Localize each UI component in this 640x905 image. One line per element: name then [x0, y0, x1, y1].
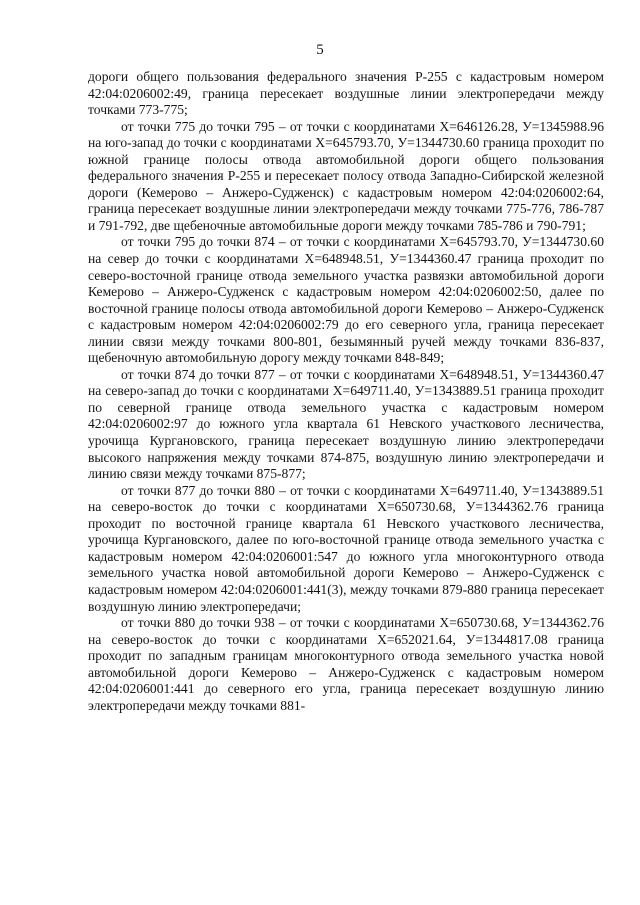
- paragraph-points-775-795: от точки 775 до точки 795 – от точки с координатами Х=646126.28, У=1345988.96 на юго-запад до точки с координатами Х=645793.70, У=1344730.60 граница проходит по южной границе полосы отвода автомобильной дороги общего пользования федерального значения Р-255 и пересекает полосу отвода Западно-Сибирской железной дороги (Кемерово – Анжеро-Судженск) с кадастровым номером 42:04:0206002:64, граница пересекает воздушные линии электропередачи между точками 775-776, 786-787 и 791-792, две щебеночные автомобильные дороги между точками 785-786 и 790-791;: [88, 118, 604, 233]
- paragraph-points-880-938: от точки 880 до точки 938 – от точки с координатами Х=650730.68, У=1344362.76 на северо-восток до точки с координатами Х=652021.64, У=1344817.08 граница проходит по западным границам многоконтурного отвода земельного участка новой автомобильной дороги Кемерово – Анжеро-Судженск с кадастровым номером 42:04:0206001:441 до северного его угла, граница пересекает воздушную линию электропередачи между точками 881-: [88, 615, 604, 713]
- paragraph-points-877-880: от точки 877 до точки 880 – от точки с координатами Х=649711.40, У=1343889.51 на северо-восток до точки с координатами Х=650730.68, У=1344362.76 граница проходит по восточной границе квартала 61 Невского участкового лесничества, урочища Кургановского, далее по юго-восточной границе отвода земельного участка с кадастровым номером 42:04:0206001:547 до южного угла многоконтурного отвода земельного участка новой автомобильной дороги Кемерово – Анжеро-Судженск с кадастровым номером 42:04:0206001:441(3), между точками 879-880 граница пересекает воздушную линию электропередачи;: [88, 482, 604, 614]
- document-body: [88, 69, 604, 714]
- paragraph-points-795-874: от точки 795 до точки 874 – от точки с координатами Х=645793.70, У=1344730.60 на север до точки с координатами Х=648948.51, У=1344360.47 граница проходит по северо-восточной границе отвода земельного участка развязки автомобильной дороги Кемерово – Анжеро-Судженск с кадастровым номером 42:04:0206002:50, далее по восточной границе полосы отвода автомобильной дороги Кемерово – Анжеро-Судженск с кадастровым номером 42:04:0206002:79 до его северного угла, граница пересекает линии связи между точками 800-801, безымянный ручей между точками 836-837, щебеночную автомобильную дорогу между точками 848-849;: [88, 234, 604, 366]
- paragraph-continuation: дороги общего пользования федерального значения Р-255 с кадастровым номером 42:04:0206002:49, граница пересекает воздушные линии электропередачи между точками 773-775;: [88, 69, 604, 118]
- paragraph-points-874-877: от точки 874 до точки 877 – от точки с координатами Х=648948.51, У=1344360.47 на северо-запад до точки с координатами Х=649711.40, У=1343889.51 граница проходит по северной границе отвода земельного участка с кадастровым номером 42:04:0206002:97 до южного угла квартала 61 Невского участкового лесничества, урочища Кургановского, граница пересекает воздушную линию электропередачи высокого напряжения между точками 874-875, воздушную линию электропередачи и линию связи между точками 875-877;: [88, 366, 604, 482]
- page-number: 5: [316, 42, 324, 58]
